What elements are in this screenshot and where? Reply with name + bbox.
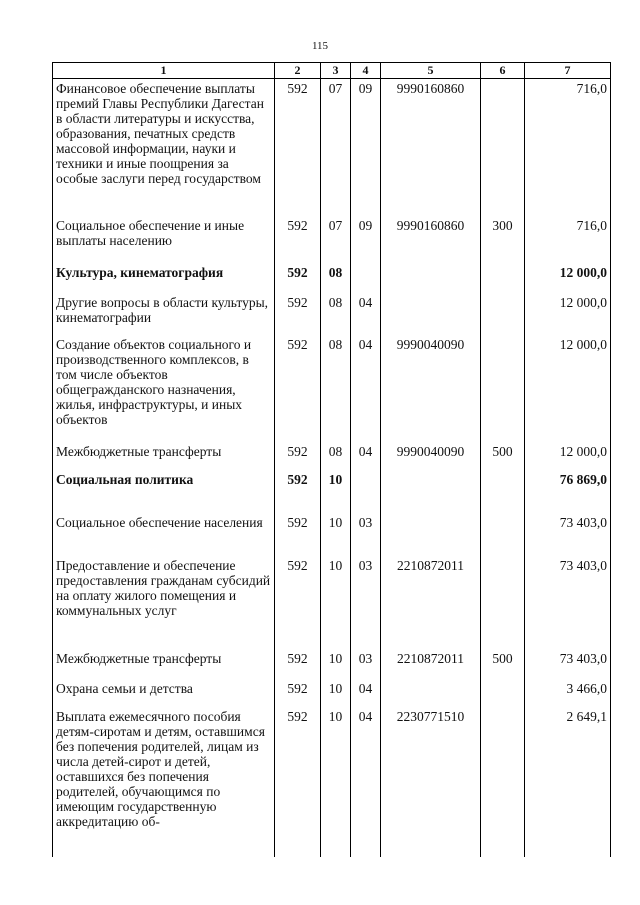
row-target-code xyxy=(381,293,481,335)
row-amount: 12 000,0 xyxy=(525,293,611,335)
row-expense-type xyxy=(481,470,525,513)
row-name: Межбюджетные трансферты xyxy=(53,649,275,679)
row-section: 08 xyxy=(321,335,351,442)
row-section: 10 xyxy=(321,707,351,857)
row-section: 07 xyxy=(321,216,351,263)
row-name: Охрана семьи и детства xyxy=(53,679,275,707)
row-amount: 3 466,0 xyxy=(525,679,611,707)
row-target-code: 2210872011 xyxy=(381,556,481,649)
col-header-5: 5 xyxy=(381,63,481,79)
row-amount: 73 403,0 xyxy=(525,649,611,679)
row-expense-type: 300 xyxy=(481,216,525,263)
col-header-7: 7 xyxy=(525,63,611,79)
row-subsection: 09 xyxy=(351,79,381,216)
row-subsection: 04 xyxy=(351,679,381,707)
row-section: 07 xyxy=(321,79,351,216)
row-subsection: 03 xyxy=(351,556,381,649)
row-expense-type xyxy=(481,263,525,293)
row-amount: 12 000,0 xyxy=(525,335,611,442)
row-target-code: 2230771510 xyxy=(381,707,481,857)
table-row xyxy=(53,649,611,679)
page-number: 115 xyxy=(311,40,329,52)
row-expense-type xyxy=(481,293,525,335)
row-name: Предоставление и обеспечение предоставления гражданам субсидий на оплату жилого помещения и коммунальных услуг xyxy=(53,556,275,649)
row-amount: 716,0 xyxy=(525,216,611,263)
row-admin-code: 592 xyxy=(275,649,321,679)
row-name: Социальная политика xyxy=(53,470,275,513)
row-target-code xyxy=(381,513,481,556)
row-subsection xyxy=(351,470,381,513)
row-admin-code: 592 xyxy=(275,216,321,263)
table-row xyxy=(53,513,611,556)
table-row xyxy=(53,442,611,470)
row-admin-code: 592 xyxy=(275,513,321,556)
row-target-code: 2210872011 xyxy=(381,649,481,679)
col-header-1: 1 xyxy=(53,63,275,79)
row-name: Межбюджетные трансферты xyxy=(53,442,275,470)
row-subsection: 09 xyxy=(351,216,381,263)
row-target-code: 9990160860 xyxy=(381,79,481,216)
row-amount: 2 649,1 xyxy=(525,707,611,857)
row-expense-type xyxy=(481,556,525,649)
row-admin-code: 592 xyxy=(275,79,321,216)
row-name: Финансовое обеспечение выплаты премий Главы Республики Дагестан в области литературы и искусства, образования, печатных средств массовой информации, науки и техники и иные поощрения за особые заслуги перед государством xyxy=(53,79,275,216)
row-expense-type xyxy=(481,513,525,556)
row-name: Социальное обеспечение и иные выплаты населению xyxy=(53,216,275,263)
row-expense-type: 500 xyxy=(481,442,525,470)
table-row xyxy=(53,335,611,442)
row-name: Создание объектов социального и производственного комплексов, в том числе объектов общегражданского назначения, жилья, инфраструктуры, и иных объектов xyxy=(53,335,275,442)
table-row xyxy=(53,470,611,513)
row-target-code xyxy=(381,263,481,293)
col-header-6: 6 xyxy=(481,63,525,79)
table-row xyxy=(53,293,611,335)
row-amount: 76 869,0 xyxy=(525,470,611,513)
row-subsection: 03 xyxy=(351,649,381,679)
budget-table xyxy=(52,62,611,857)
row-subsection: 03 xyxy=(351,513,381,556)
row-subsection: 04 xyxy=(351,293,381,335)
row-admin-code: 592 xyxy=(275,470,321,513)
row-subsection xyxy=(351,263,381,293)
header-row xyxy=(53,63,611,79)
row-admin-code: 592 xyxy=(275,335,321,442)
row-subsection: 04 xyxy=(351,707,381,857)
row-amount: 716,0 xyxy=(525,79,611,216)
row-name: Социальное обеспечение населения xyxy=(53,513,275,556)
row-amount: 73 403,0 xyxy=(525,556,611,649)
row-admin-code: 592 xyxy=(275,442,321,470)
row-section: 10 xyxy=(321,470,351,513)
row-target-code: 9990040090 xyxy=(381,442,481,470)
row-subsection: 04 xyxy=(351,442,381,470)
row-target-code: 9990160860 xyxy=(381,216,481,263)
table-row xyxy=(53,679,611,707)
row-amount: 73 403,0 xyxy=(525,513,611,556)
table-row xyxy=(53,556,611,649)
row-expense-type xyxy=(481,335,525,442)
row-admin-code: 592 xyxy=(275,556,321,649)
row-admin-code: 592 xyxy=(275,679,321,707)
row-amount: 12 000,0 xyxy=(525,263,611,293)
row-target-code: 9990040090 xyxy=(381,335,481,442)
row-name: Выплата ежемесячного пособия детям-сиротам и детям, оставшимся без попечения родителей, лицам из числа детей-сирот и детей, оставшихся без попечения родителей, обучающимся по имеющим государственную аккредитацию об- xyxy=(53,707,275,857)
row-expense-type xyxy=(481,679,525,707)
row-section: 10 xyxy=(321,649,351,679)
row-section: 10 xyxy=(321,556,351,649)
row-expense-type xyxy=(481,79,525,216)
col-header-4: 4 xyxy=(351,63,381,79)
row-section: 10 xyxy=(321,679,351,707)
row-admin-code: 592 xyxy=(275,707,321,857)
row-admin-code: 592 xyxy=(275,263,321,293)
col-header-2: 2 xyxy=(275,63,321,79)
table-row xyxy=(53,707,611,857)
row-target-code xyxy=(381,470,481,513)
row-name: Другие вопросы в области культуры, кинематографии xyxy=(53,293,275,335)
row-name: Культура, кинематография xyxy=(53,263,275,293)
row-section: 08 xyxy=(321,442,351,470)
col-header-3: 3 xyxy=(321,63,351,79)
row-subsection: 04 xyxy=(351,335,381,442)
row-section: 08 xyxy=(321,293,351,335)
row-target-code xyxy=(381,679,481,707)
row-section: 10 xyxy=(321,513,351,556)
row-amount: 12 000,0 xyxy=(525,442,611,470)
row-expense-type xyxy=(481,707,525,857)
row-expense-type: 500 xyxy=(481,649,525,679)
row-admin-code: 592 xyxy=(275,293,321,335)
table-row xyxy=(53,79,611,216)
table-row xyxy=(53,216,611,263)
row-section: 08 xyxy=(321,263,351,293)
table-row xyxy=(53,263,611,293)
